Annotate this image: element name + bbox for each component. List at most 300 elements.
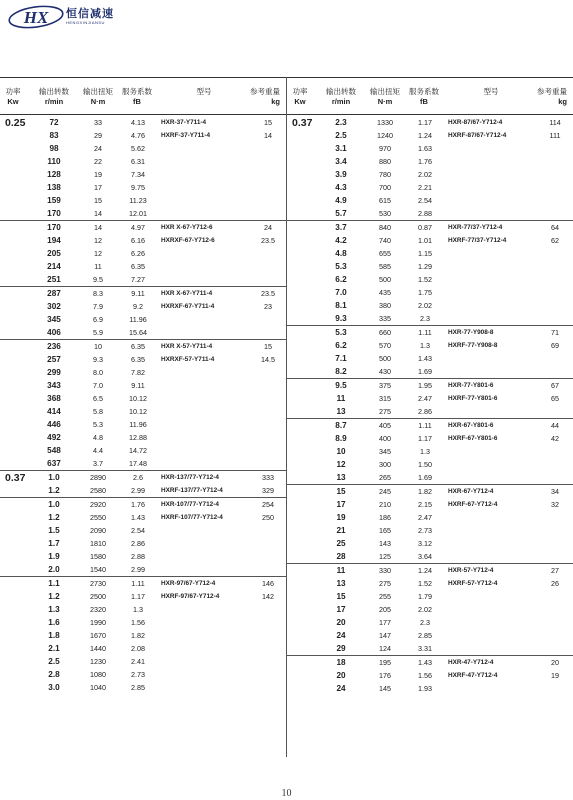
service-factor-cell: 1.75 xyxy=(418,288,432,297)
torque-cell: 1230 xyxy=(90,657,106,666)
power-cell xyxy=(0,498,30,512)
weight-cell: 62 xyxy=(551,236,559,245)
weight-cell xyxy=(537,142,573,155)
model-cell: HXR-57-Y712-4 xyxy=(445,564,537,578)
service-factor-cell: 2.99 xyxy=(131,565,145,574)
table-row xyxy=(0,484,286,498)
table-row xyxy=(287,590,573,603)
service-factor-cell: 2.02 xyxy=(418,605,432,614)
weight-cell xyxy=(537,155,573,168)
right-table-header xyxy=(287,77,573,115)
header-service-factor: 服务系数 fB xyxy=(409,87,439,106)
table-row xyxy=(0,444,286,457)
service-factor-cell: 2.54 xyxy=(131,526,145,535)
weight-cell xyxy=(537,168,573,181)
table-row xyxy=(0,142,286,155)
weight-cell xyxy=(537,537,573,550)
speed-cell: 21 xyxy=(336,526,346,535)
speed-cell: 24 xyxy=(336,684,346,693)
table-row xyxy=(287,221,573,235)
torque-cell: 500 xyxy=(379,354,391,363)
service-factor-cell: 1.82 xyxy=(131,631,145,640)
table-row xyxy=(287,419,573,433)
service-factor-cell: 14.72 xyxy=(129,446,147,455)
torque-cell: 19 xyxy=(94,170,102,179)
power-cell xyxy=(0,418,30,431)
weight-cell xyxy=(250,563,286,577)
table-row xyxy=(287,524,573,537)
service-factor-cell: 2.54 xyxy=(418,196,432,205)
header-service-factor: 服务系数 fB xyxy=(122,87,152,106)
service-factor-cell: 11.23 xyxy=(129,196,147,205)
table-row xyxy=(0,642,286,655)
service-factor-cell: 1.79 xyxy=(418,592,432,601)
model-cell xyxy=(158,418,250,431)
speed-cell: 8.9 xyxy=(335,434,347,443)
service-factor-cell: 2.21 xyxy=(418,183,432,192)
table-row xyxy=(0,353,286,366)
speed-cell: 110 xyxy=(47,157,61,166)
model-cell xyxy=(445,312,537,326)
power-cell xyxy=(0,340,30,354)
power-cell xyxy=(287,564,317,578)
speed-cell: 29 xyxy=(336,644,346,653)
table-row xyxy=(287,669,573,682)
power-cell xyxy=(287,629,317,642)
weight-cell xyxy=(537,273,573,286)
service-factor-cell: 2.85 xyxy=(131,683,145,692)
speed-cell: 3.4 xyxy=(335,157,347,166)
torque-cell: 265 xyxy=(379,473,391,482)
speed-cell: 8.1 xyxy=(335,301,347,310)
model-cell xyxy=(445,365,537,379)
table-row xyxy=(287,405,573,419)
service-factor-cell: 4.76 xyxy=(131,131,145,140)
speed-cell: 1.7 xyxy=(48,539,60,548)
speed-cell: 287 xyxy=(30,287,78,301)
power-cell xyxy=(287,286,317,299)
table-row xyxy=(287,207,573,221)
weight-cell: 15 xyxy=(264,118,272,127)
speed-cell: 2.1 xyxy=(48,644,60,653)
service-factor-cell: 1.17 xyxy=(418,434,432,443)
model-cell: HXRXF-57-Y711-4 xyxy=(161,356,215,363)
service-factor-cell: 9.2 xyxy=(133,302,143,311)
speed-cell: 20 xyxy=(336,671,346,680)
weight-cell xyxy=(250,142,286,155)
table-row xyxy=(0,340,286,354)
power-cell xyxy=(287,471,317,485)
power-cell xyxy=(0,142,30,155)
table-row xyxy=(0,524,286,537)
power-cell xyxy=(0,444,30,457)
torque-cell: 2890 xyxy=(78,471,118,485)
table-row xyxy=(0,681,286,694)
power-cell xyxy=(287,365,317,379)
torque-cell: 176 xyxy=(379,671,391,680)
torque-cell: 147 xyxy=(379,631,391,640)
power-cell xyxy=(287,221,317,235)
speed-cell: 28 xyxy=(336,552,346,561)
weight-cell: 32 xyxy=(551,500,559,509)
speed-cell: 251 xyxy=(47,275,61,284)
weight-cell xyxy=(537,603,573,616)
weight-cell: 34 xyxy=(537,485,573,499)
service-factor-cell: 1.43 xyxy=(405,656,445,670)
model-cell: HXR X-57-Y711-4 xyxy=(158,340,250,354)
torque-cell: 380 xyxy=(379,301,391,310)
torque-cell: 186 xyxy=(379,513,391,522)
model-cell xyxy=(445,286,537,299)
model-cell: HXRF-37-Y711-4 xyxy=(161,132,211,139)
torque-cell: 655 xyxy=(379,249,391,258)
table-row xyxy=(0,603,286,616)
weight-cell xyxy=(250,392,286,405)
speed-cell: 5.3 xyxy=(317,326,365,340)
speed-cell: 3.1 xyxy=(335,144,347,153)
model-cell xyxy=(158,207,250,221)
speed-cell: 1.0 xyxy=(30,498,78,512)
table-row xyxy=(0,234,286,247)
power-cell xyxy=(0,405,30,418)
power-cell xyxy=(287,352,317,365)
power-cell xyxy=(287,656,317,670)
weight-cell xyxy=(250,550,286,563)
torque-cell: 2550 xyxy=(90,513,106,522)
speed-cell: 11 xyxy=(317,564,365,578)
weight-cell xyxy=(537,590,573,603)
speed-cell: 3.9 xyxy=(335,170,347,179)
torque-cell: 880 xyxy=(379,157,391,166)
service-factor-cell: 1.76 xyxy=(418,157,432,166)
model-cell xyxy=(158,313,250,326)
weight-cell: 146 xyxy=(250,577,286,591)
table-row xyxy=(0,155,286,168)
service-factor-cell: 1.95 xyxy=(405,379,445,393)
table-row xyxy=(0,405,286,418)
torque-cell: 2580 xyxy=(90,486,106,495)
torque-cell: 345 xyxy=(379,447,391,456)
model-cell xyxy=(445,524,537,537)
speed-cell: 10 xyxy=(336,447,346,456)
weight-cell: 64 xyxy=(537,221,573,235)
weight-cell xyxy=(250,616,286,629)
table-row xyxy=(0,116,286,129)
power-cell xyxy=(287,590,317,603)
torque-cell: 435 xyxy=(379,288,391,297)
speed-cell: 13 xyxy=(336,579,346,588)
model-cell: HXR-107/77-Y712-4 xyxy=(158,498,250,512)
weight-cell xyxy=(250,168,286,181)
torque-cell: 1040 xyxy=(90,683,106,692)
model-cell xyxy=(158,194,250,207)
table-row xyxy=(287,445,573,458)
model-cell xyxy=(158,155,250,168)
weight-cell xyxy=(537,207,573,221)
weight-cell xyxy=(250,668,286,681)
model-cell xyxy=(158,181,250,194)
company-name-cn: 恒信减速 xyxy=(66,8,114,20)
torque-cell: 125 xyxy=(379,552,391,561)
service-factor-cell: 2.73 xyxy=(131,670,145,679)
service-factor-cell: 1.56 xyxy=(131,618,145,627)
model-cell: HXRF-77-Y801-6 xyxy=(448,395,498,402)
model-cell: HXR-87/67-Y712-4 xyxy=(448,119,503,126)
weight-cell xyxy=(537,550,573,564)
service-factor-cell: 1.69 xyxy=(418,473,432,482)
weight-cell xyxy=(537,194,573,207)
model-cell xyxy=(445,511,537,524)
model-cell: HXRF-87/67-Y712-4 xyxy=(448,132,507,139)
service-factor-cell: 3.64 xyxy=(418,552,432,561)
power-cell xyxy=(0,194,30,207)
service-factor-cell: 2.86 xyxy=(131,539,145,548)
torque-cell: 4.8 xyxy=(93,433,103,442)
header-power: 功率 Kw xyxy=(5,87,21,106)
torque-cell: 195 xyxy=(365,656,405,670)
speed-cell: 299 xyxy=(47,368,61,377)
model-cell xyxy=(445,445,537,458)
power-cell xyxy=(0,537,30,550)
header-torque: 输出扭矩 N·m xyxy=(370,87,400,106)
model-cell xyxy=(445,471,537,485)
weight-cell xyxy=(537,616,573,629)
service-factor-cell: 11.96 xyxy=(129,420,147,429)
torque-cell: 405 xyxy=(365,419,405,433)
speed-cell: 2.0 xyxy=(48,565,60,574)
table-row xyxy=(287,168,573,181)
service-factor-cell: 2.88 xyxy=(131,552,145,561)
table-row xyxy=(287,352,573,365)
speed-cell: 25 xyxy=(336,539,346,548)
weight-cell xyxy=(250,194,286,207)
weight-cell xyxy=(250,207,286,221)
torque-cell: 177 xyxy=(379,618,391,627)
weight-cell: 23.5 xyxy=(250,287,286,301)
speed-cell: 205 xyxy=(47,249,61,258)
model-cell xyxy=(158,668,250,681)
model-cell: HXR-67-Y712-4 xyxy=(445,485,537,499)
speed-cell: 5.3 xyxy=(335,262,347,271)
weight-cell: 111 xyxy=(549,131,561,140)
power-cell xyxy=(287,273,317,286)
logo-mark-text: HX xyxy=(23,8,49,27)
speed-cell: 1.3 xyxy=(48,605,60,614)
power-cell xyxy=(0,681,30,694)
torque-cell: 570 xyxy=(379,341,391,350)
weight-cell xyxy=(537,458,573,471)
speed-cell: 492 xyxy=(47,433,61,442)
table-row xyxy=(0,181,286,194)
table-row xyxy=(287,194,573,207)
service-factor-cell: 4.97 xyxy=(118,221,158,235)
speed-cell: 138 xyxy=(47,183,61,192)
weight-cell xyxy=(250,457,286,471)
left-table-header xyxy=(0,77,286,115)
weight-cell xyxy=(250,405,286,418)
model-cell xyxy=(158,524,250,537)
model-cell: HXRF-77-Y908-8 xyxy=(448,342,498,349)
weight-cell xyxy=(537,312,573,326)
power-cell xyxy=(287,142,317,155)
model-cell xyxy=(445,629,537,642)
power-cell xyxy=(287,642,317,656)
torque-cell: 14 xyxy=(94,209,102,218)
torque-cell: 11 xyxy=(94,262,102,271)
torque-cell: 24 xyxy=(94,144,102,153)
service-factor-cell: 17.48 xyxy=(129,459,147,468)
table-row xyxy=(287,629,573,642)
service-factor-cell: 1.3 xyxy=(133,605,143,614)
table-row xyxy=(0,300,286,313)
model-cell xyxy=(445,537,537,550)
power-cell xyxy=(0,431,30,444)
power-cell xyxy=(0,655,30,668)
table-row xyxy=(0,379,286,392)
power-cell xyxy=(0,484,30,498)
weight-cell xyxy=(250,379,286,392)
torque-cell: 335 xyxy=(379,314,391,323)
power-cell xyxy=(287,511,317,524)
service-factor-cell: 15.64 xyxy=(129,328,147,337)
torque-cell: 5.8 xyxy=(93,407,103,416)
weight-cell: 14.5 xyxy=(261,355,275,364)
torque-cell: 275 xyxy=(379,407,391,416)
weight-cell xyxy=(250,629,286,642)
speed-cell: 8.2 xyxy=(335,367,347,376)
table-row xyxy=(0,537,286,550)
table-row xyxy=(0,194,286,207)
model-cell xyxy=(445,207,537,221)
power-cell xyxy=(0,524,30,537)
power-cell xyxy=(287,524,317,537)
service-factor-cell: 2.88 xyxy=(418,209,432,218)
speed-cell: 194 xyxy=(47,236,61,245)
power-cell xyxy=(287,682,317,695)
power-cell xyxy=(287,498,317,511)
torque-cell: 12 xyxy=(94,236,102,245)
table-row xyxy=(287,603,573,616)
service-factor-cell: 1.93 xyxy=(418,684,432,693)
speed-cell: 98 xyxy=(49,144,59,153)
speed-cell: 4.9 xyxy=(335,196,347,205)
table-row xyxy=(287,577,573,590)
weight-cell xyxy=(537,352,573,365)
table-row xyxy=(0,287,286,301)
table-row xyxy=(0,431,286,444)
power-cell xyxy=(0,247,30,260)
service-factor-cell: 1.29 xyxy=(418,262,432,271)
header-model: 型号 xyxy=(196,87,212,96)
service-factor-cell: 1.24 xyxy=(405,564,445,578)
torque-cell: 780 xyxy=(379,170,391,179)
table-row xyxy=(287,432,573,445)
speed-cell: 406 xyxy=(47,328,61,337)
weight-cell xyxy=(537,642,573,656)
model-cell: HXRF-57-Y712-4 xyxy=(448,580,498,587)
power-cell xyxy=(287,432,317,445)
speed-cell: 7.0 xyxy=(335,288,347,297)
weight-cell xyxy=(250,326,286,340)
power-cell xyxy=(0,181,30,194)
weight-cell: 15 xyxy=(250,340,286,354)
model-cell xyxy=(158,537,250,550)
model-cell xyxy=(445,616,537,629)
table-row xyxy=(287,155,573,168)
model-cell xyxy=(445,603,537,616)
weight-cell xyxy=(250,642,286,655)
power-cell xyxy=(287,577,317,590)
power-cell xyxy=(0,273,30,287)
power-cell xyxy=(0,642,30,655)
model-cell: HXR X-67-Y712-6 xyxy=(158,221,250,235)
service-factor-cell: 1.3 xyxy=(420,447,430,456)
torque-cell: 8.3 xyxy=(78,287,118,301)
weight-cell xyxy=(537,405,573,419)
service-factor-cell: 1.50 xyxy=(418,460,432,469)
service-factor-cell: 6.35 xyxy=(118,340,158,354)
torque-cell: 210 xyxy=(379,500,391,509)
service-factor-cell: 1.01 xyxy=(418,236,432,245)
weight-cell: 65 xyxy=(551,394,559,403)
weight-cell: 23.5 xyxy=(261,236,275,245)
table-row xyxy=(0,563,286,577)
torque-cell: 275 xyxy=(379,579,391,588)
model-cell xyxy=(445,405,537,419)
weight-cell xyxy=(537,524,573,537)
model-cell xyxy=(445,299,537,312)
speed-cell: 1.1 xyxy=(30,577,78,591)
model-cell xyxy=(158,392,250,405)
weight-cell: 67 xyxy=(537,379,573,393)
power-cell xyxy=(0,577,30,591)
model-cell xyxy=(445,247,537,260)
speed-cell: 1.8 xyxy=(48,631,60,640)
torque-cell: 300 xyxy=(379,460,391,469)
power-cell xyxy=(0,353,30,366)
torque-cell: 700 xyxy=(379,183,391,192)
power-cell xyxy=(0,207,30,221)
weight-cell: 114 xyxy=(549,118,561,127)
table-row xyxy=(0,313,286,326)
weight-cell: 20 xyxy=(537,656,573,670)
service-factor-cell: 9.75 xyxy=(131,183,145,192)
header-weight: 参考重量 kg xyxy=(250,87,280,106)
company-logo xyxy=(8,4,114,30)
speed-cell: 2.5 xyxy=(335,131,347,140)
torque-cell: 1330 xyxy=(377,118,393,127)
model-cell xyxy=(158,629,250,642)
torque-cell: 15 xyxy=(94,196,102,205)
model-cell xyxy=(158,444,250,457)
speed-cell: 17 xyxy=(336,605,346,614)
header-weight: 参考重量 kg xyxy=(537,87,567,106)
torque-cell: 1810 xyxy=(90,539,106,548)
table-row xyxy=(287,116,573,129)
torque-cell: 660 xyxy=(365,326,405,340)
power-cell xyxy=(0,221,30,235)
model-cell xyxy=(445,682,537,695)
weight-cell xyxy=(250,681,286,694)
torque-cell: 6.5 xyxy=(93,394,103,403)
speed-cell: 1.2 xyxy=(48,592,60,601)
weight-cell: 69 xyxy=(551,341,559,350)
left-spec-table xyxy=(0,116,286,694)
weight-cell: 14 xyxy=(264,131,272,140)
torque-cell: 1240 xyxy=(377,131,393,140)
torque-cell: 5.9 xyxy=(93,328,103,337)
speed-cell: 345 xyxy=(47,315,61,324)
